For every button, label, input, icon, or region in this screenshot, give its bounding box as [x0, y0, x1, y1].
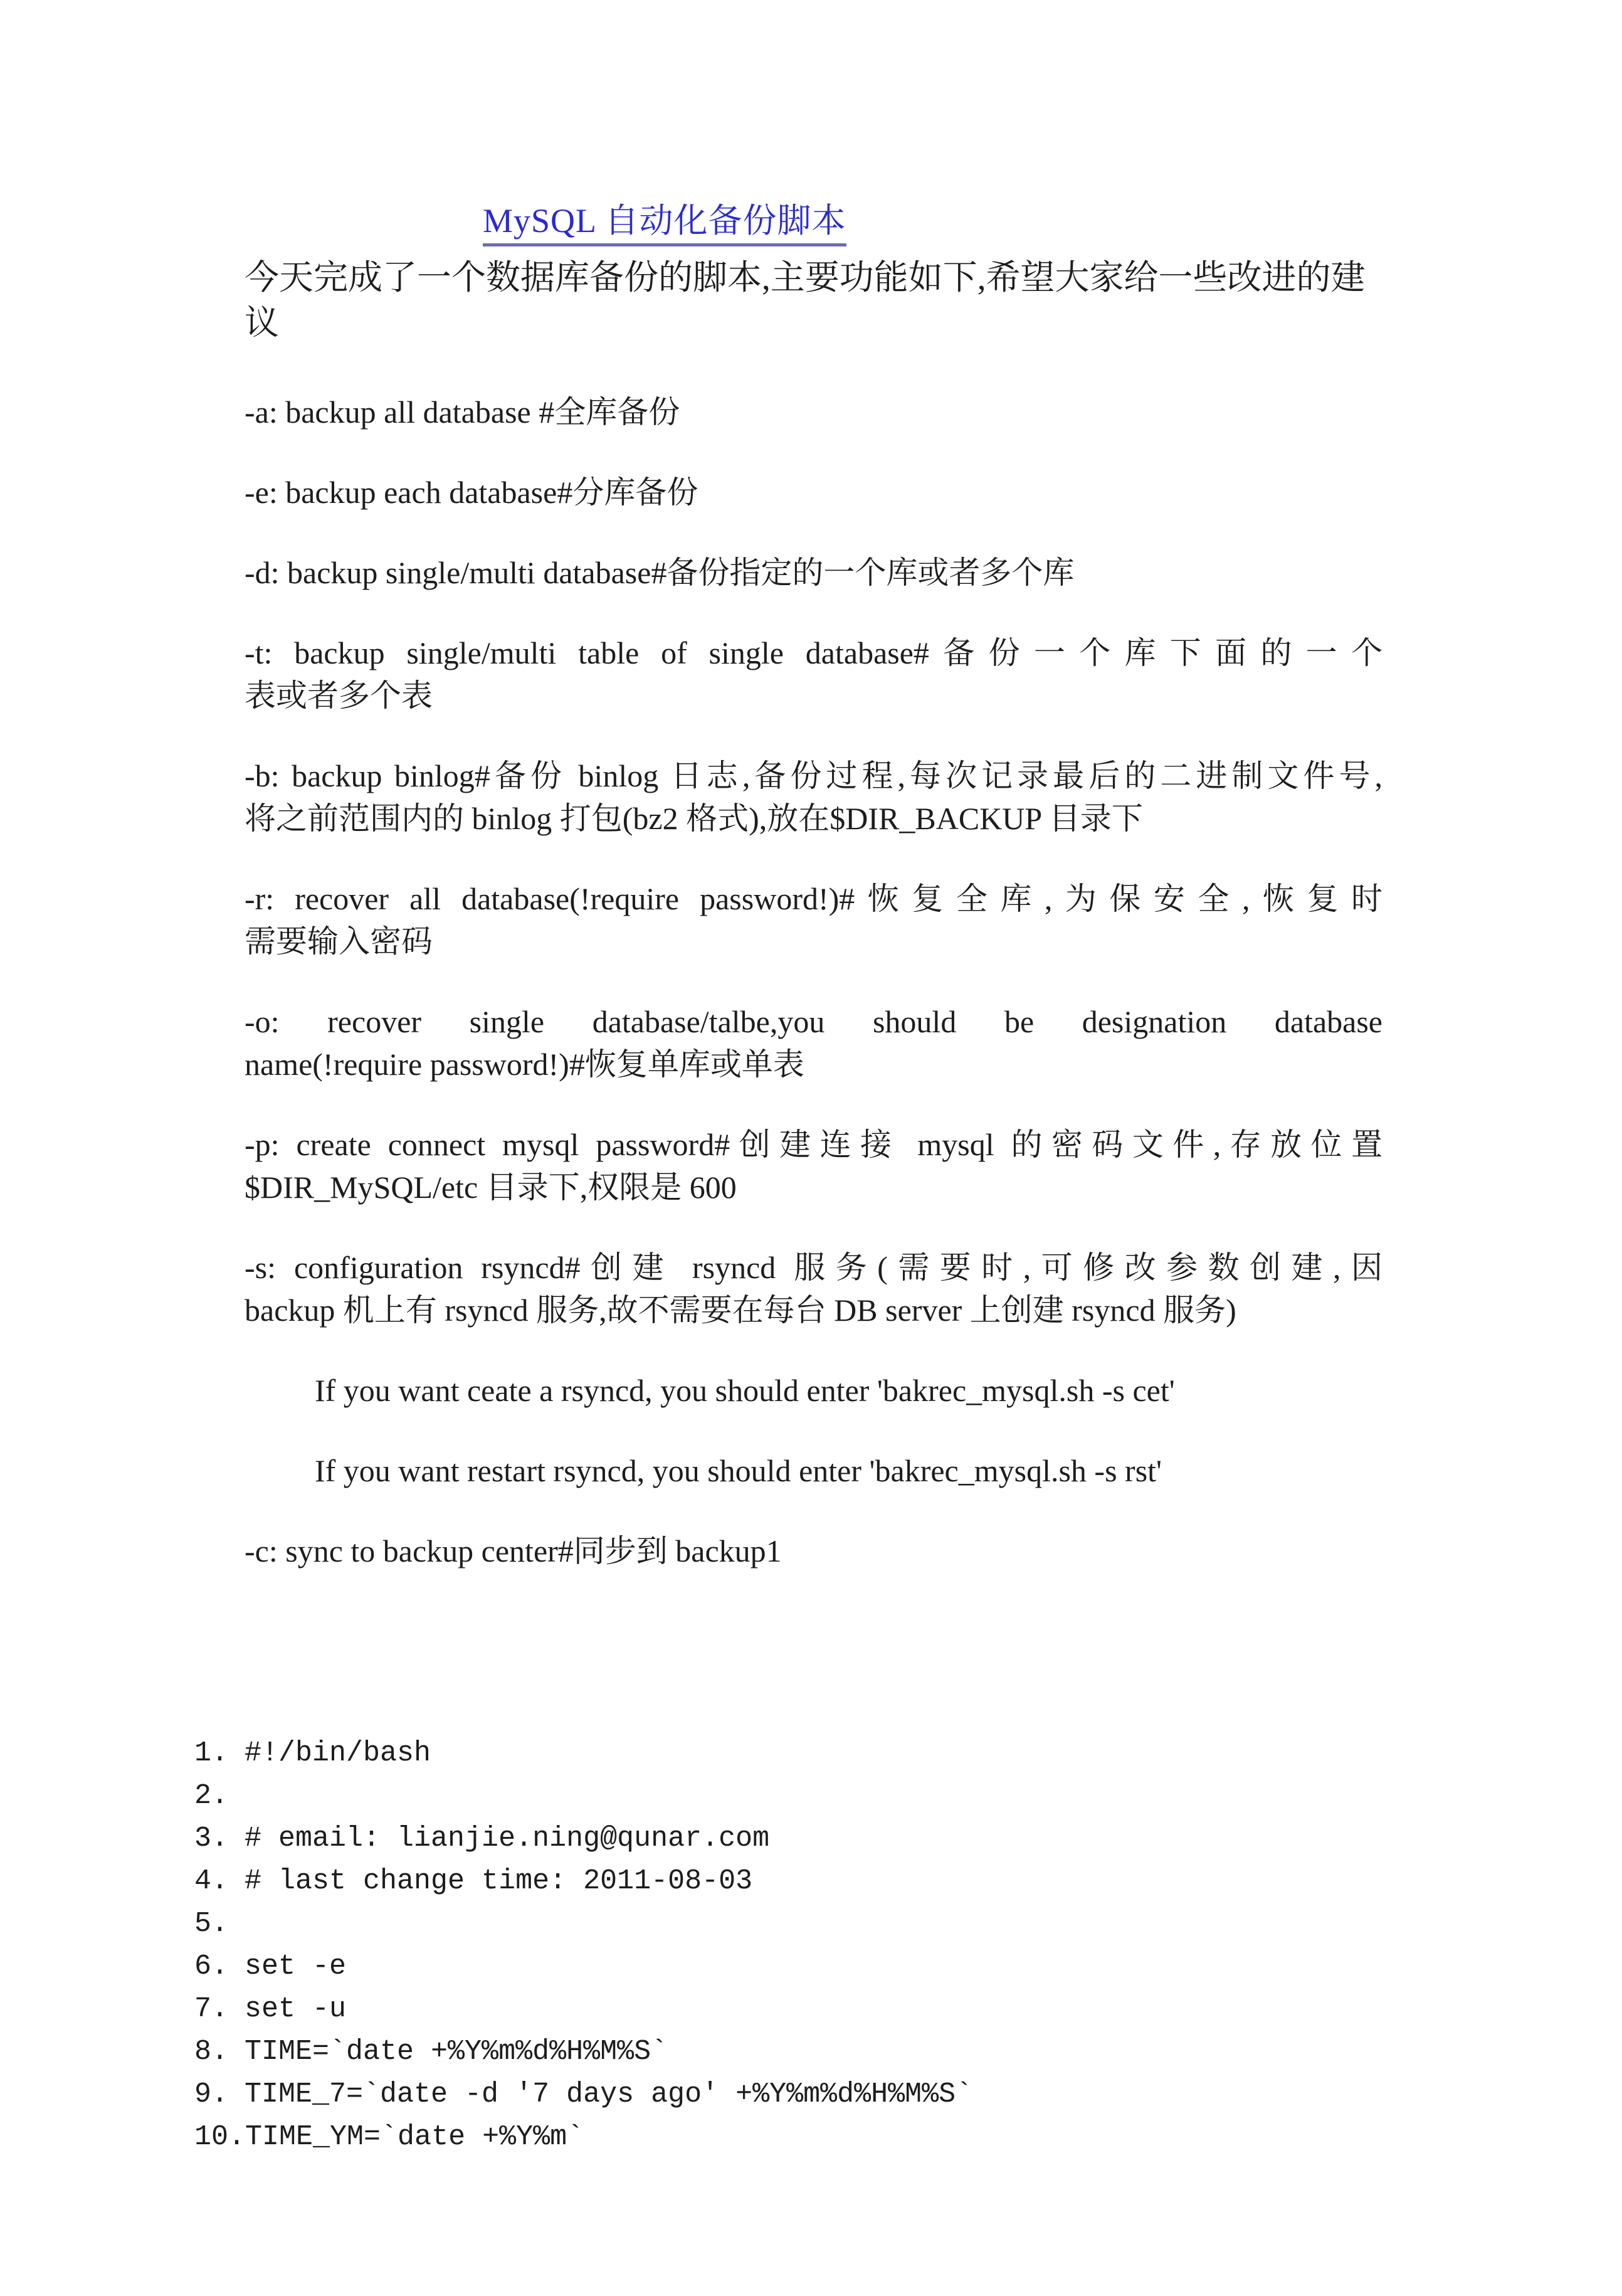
option-t	[245, 632, 1382, 717]
text-line: If you want restart rsyncd, you should enter 'bakrec_mysql.sh -s rst'	[315, 1453, 1162, 1488]
option-b	[245, 754, 1382, 840]
text-line: -s: configuration rsyncd#创建 rsyncd 服务(需要时,可修改参数创建,因	[245, 1250, 1382, 1285]
code-text: # email: lianjie.ning@qunar.com	[245, 1823, 770, 1854]
line-number: 8.	[194, 2036, 229, 2068]
text-line: -d: backup single/multi database#备份指定的一个库或者多个库	[245, 555, 1075, 590]
code-line	[194, 2073, 1382, 2116]
option-a	[245, 391, 1382, 433]
option-r	[245, 877, 1382, 963]
option-o	[245, 1000, 1382, 1086]
text-line: -r: recover all database(!require password!)#恢复全库,为保安全,恢复时	[245, 881, 1382, 916]
code-line	[194, 1775, 1382, 1817]
text-line: -a: backup all database #全库备份	[245, 394, 680, 430]
line-number: 3.	[194, 1823, 229, 1854]
code-block	[194, 1732, 1382, 2159]
text-line: -c: sync to backup center#同步到 backup1	[245, 1533, 782, 1569]
title-row	[245, 201, 1382, 246]
code-line	[194, 2031, 1382, 2073]
line-number: 6.	[194, 1950, 229, 1982]
text-line: -b: backup binlog#备份 binlog 日志,备份过程,每次记录最后的二进制文件号,	[245, 758, 1382, 793]
option-s	[245, 1246, 1382, 1331]
text-line: -o: recover single database/talbe,you should be designation database	[245, 1004, 1382, 1039]
options-list	[245, 391, 1382, 1572]
option-c	[245, 1530, 1382, 1572]
text-line: 表或者多个表	[245, 678, 433, 713]
line-number: 4.	[194, 1865, 229, 1897]
code-line	[194, 1903, 1382, 1945]
text-line: name(!require password!)#恢复单库或单表	[245, 1047, 804, 1082]
text-line: backup 机上有 rsyncd 服务,故不需要在每台 DB server 上创建 rsyncd 服务)	[245, 1293, 1236, 1328]
page-title-link[interactable]: MySQL 自动化备份脚本	[483, 201, 846, 246]
code-line	[194, 2116, 1382, 2159]
code-text: #!/bin/bash	[245, 1737, 431, 1769]
line-number: 2.	[194, 1780, 229, 1812]
option-e	[245, 471, 1382, 514]
text-line: -e: backup each database#分库备份	[245, 475, 698, 510]
text-line: -p: create connect mysql password#创建连接 mysql 的密码文件,存放位置	[245, 1127, 1382, 1162]
option-p	[245, 1123, 1382, 1209]
code-text: TIME_YM=`date +%Y%m`	[245, 2121, 584, 2153]
code-line	[194, 1988, 1382, 2031]
line-number: 9.	[194, 2078, 229, 2110]
line-number: 7.	[194, 1993, 229, 2025]
intro-paragraph: 今天完成了一个数据库备份的脚本,主要功能如下,希望大家给一些改进的建议	[245, 258, 1366, 342]
code-text: # last change time: 2011-08-03	[245, 1865, 753, 1897]
code-line	[194, 1732, 1382, 1775]
code-text: set -u	[245, 1993, 347, 2025]
text-line: 需要输入密码	[245, 924, 433, 959]
line-number: 10.	[194, 2121, 246, 2153]
code-line	[194, 1817, 1382, 1860]
option-d	[245, 551, 1382, 594]
note-create-rsyncd	[245, 1369, 1382, 1412]
code-line	[194, 1945, 1382, 1988]
code-text: set -e	[245, 1950, 347, 1982]
text-line: If you want ceate a rsyncd, you should enter 'bakrec_mysql.sh -s cet'	[315, 1373, 1175, 1408]
text-line: 将之前范围内的 binlog 打包(bz2 格式),放在$DIR_BACKUP 目录下	[245, 801, 1143, 836]
note-restart-rsyncd	[245, 1449, 1382, 1492]
line-number: 1.	[194, 1737, 229, 1769]
text-line: -t: backup single/multi table of single database#备份一个库下面的一个	[245, 635, 1382, 670]
text-line: $DIR_MySQL/etc 目录下,权限是 600	[245, 1170, 737, 1205]
code-text: TIME_7=`date -d '7 days ago' +%Y%m%d%H%M%S`	[245, 2078, 973, 2110]
code-text: TIME=`date +%Y%m%d%H%M%S`	[245, 2036, 668, 2068]
code-line	[194, 1860, 1382, 1903]
line-number: 5.	[194, 1908, 229, 1940]
